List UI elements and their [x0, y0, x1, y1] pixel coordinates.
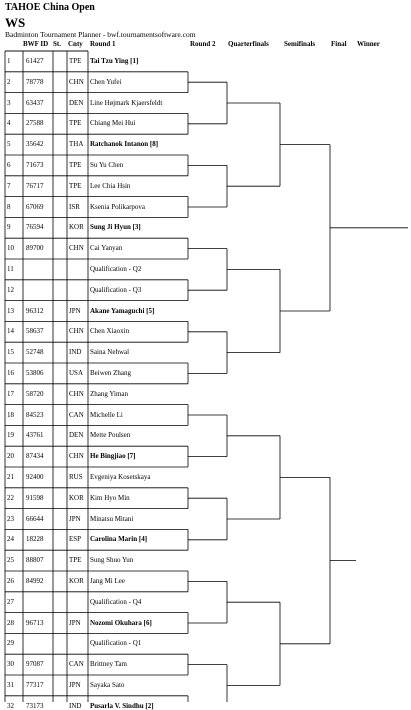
entry-number: 30 — [7, 660, 14, 669]
entry-player-name: Mette Poulsen — [90, 431, 131, 440]
entry-country: CAN — [69, 660, 84, 669]
entry-player-name: Line Højmark Kjaersfeldt — [90, 98, 163, 107]
entry-player-name: Pusarla V. Sindhu [2] — [90, 701, 154, 710]
entry-country: IND — [69, 348, 82, 357]
entry-bwf-id: 84523 — [26, 410, 44, 419]
entry-player-name: He Bingjiao [7] — [90, 452, 136, 461]
entry-country: CHN — [69, 389, 84, 398]
entry-country: JPN — [69, 306, 81, 315]
event-title: WS — [5, 15, 26, 30]
entry-bwf-id: 67069 — [26, 202, 44, 211]
entry-bwf-id: 71673 — [26, 161, 44, 169]
entry-player-name: Sung Ji Hyun [3] — [90, 223, 141, 232]
entry-number: 12 — [7, 285, 14, 294]
column-header-winner: Winner — [357, 40, 380, 48]
entry-bwf-id: 53806 — [26, 369, 44, 377]
entry-number: 14 — [7, 327, 14, 336]
entry-number: 6 — [7, 161, 11, 169]
column-header-semifinals: Semifinals — [284, 40, 316, 48]
entry-number: 19 — [7, 431, 14, 440]
entry-country: DEN — [69, 431, 84, 440]
entry-player-name: Chen Yufei — [90, 77, 122, 86]
entry-country: IND — [69, 701, 82, 710]
entry-number: 4 — [7, 119, 11, 128]
entry-player-name: Tai Tzu Ying [1] — [90, 57, 139, 65]
entry-player-name: Akane Yamaguchi [5] — [90, 306, 155, 315]
entry-number: 29 — [7, 639, 14, 648]
entry-bwf-id: 58637 — [26, 327, 44, 336]
entry-bwf-id: 96713 — [26, 618, 44, 627]
entry-number: 5 — [7, 140, 11, 149]
entry-bwf-id: 73173 — [26, 701, 44, 710]
entry-bwf-id: 66644 — [26, 514, 44, 523]
entry-bwf-id: 78778 — [26, 77, 44, 86]
subtitle: Badminton Tournament Planner - bwf.tournamentsoftware.com — [5, 30, 196, 39]
entry-player-name: Brittney Tam — [90, 660, 127, 669]
entry-bwf-id: 58720 — [26, 389, 44, 398]
entry-player-name: Qualification - Q2 — [90, 265, 142, 273]
entry-country: THA — [69, 140, 84, 149]
entry-country: JPN — [69, 681, 81, 689]
entry-number: 10 — [7, 244, 14, 253]
entry-number: 24 — [7, 535, 14, 544]
entry-number: 7 — [7, 181, 11, 190]
entry-country: TPE — [69, 181, 82, 190]
column-header-round2: Round 2 — [190, 40, 216, 48]
entry-country: USA — [69, 369, 84, 377]
entry-country: JPN — [69, 514, 81, 523]
entry-number: 23 — [7, 514, 14, 523]
entry-country: ESP — [69, 535, 82, 544]
entry-bwf-id: 88807 — [26, 556, 44, 565]
entry-bwf-id: 76717 — [26, 181, 44, 190]
entry-country: CHN — [69, 77, 84, 86]
entry-country: JPN — [69, 618, 81, 627]
entry-number: 22 — [7, 493, 14, 502]
entry-country: TPE — [69, 556, 82, 565]
entry-player-name: Saina Nehwal — [90, 348, 130, 357]
entry-country: RUS — [69, 473, 83, 481]
entry-country: CHN — [69, 244, 84, 253]
entry-player-name: Carolina Marin [4] — [90, 535, 148, 544]
entry-number: 1 — [7, 57, 11, 65]
entry-player-name: Kim Hyo Min — [90, 493, 130, 502]
entry-number: 25 — [7, 556, 14, 565]
entry-bwf-id: 84992 — [26, 577, 44, 585]
entry-number: 21 — [7, 473, 14, 481]
entry-country: ISR — [69, 202, 80, 211]
entry-number: 28 — [7, 618, 14, 627]
entry-bwf-id: 91598 — [26, 493, 44, 502]
entry-country: CHN — [69, 327, 84, 336]
entry-bwf-id: 63437 — [26, 98, 44, 107]
entry-bwf-id: 27588 — [26, 119, 44, 128]
entry-country: CAN — [69, 410, 84, 419]
entry-number: 27 — [7, 597, 14, 606]
entry-bwf-id: 96312 — [26, 306, 44, 315]
entry-player-name: Jang Mi Lee — [90, 577, 125, 585]
entry-number: 16 — [7, 369, 14, 377]
entry-number: 17 — [7, 389, 14, 398]
entry-bwf-id: 77317 — [26, 681, 44, 689]
entry-player-name: Ksenia Polikarpova — [90, 202, 146, 211]
column-header-final: Final — [331, 40, 347, 48]
entry-player-name: Minatsu Mitani — [90, 514, 134, 523]
column-header-quarterfinals: Quarterfinals — [228, 40, 269, 48]
entry-bwf-id: 35642 — [26, 140, 44, 149]
entry-country: CHN — [69, 452, 84, 461]
column-header-status: St. — [53, 40, 61, 48]
entry-player-name: Nozomi Okuhara [6] — [90, 618, 152, 627]
entry-bwf-id: 87434 — [26, 452, 44, 461]
entry-player-name: Qualification - Q3 — [90, 285, 142, 294]
entry-player-name: Chiang Mei Hui — [90, 119, 136, 128]
entry-player-name: Chen Xiaoxin — [90, 327, 130, 336]
entry-player-name: Qualification - Q1 — [90, 639, 142, 648]
entry-number: 8 — [7, 202, 11, 211]
entry-number: 15 — [7, 348, 14, 357]
entry-number: 32 — [7, 701, 14, 710]
entry-country: KOR — [69, 223, 84, 232]
entry-country: TPE — [69, 57, 82, 65]
entry-number: 11 — [7, 265, 14, 273]
entry-player-name: Sung Shuo Yun — [90, 556, 134, 565]
entry-number: 31 — [7, 681, 14, 689]
entry-player-name: Lee Chia Hsin — [90, 181, 131, 190]
column-header-country: Cnty — [68, 40, 83, 48]
entry-player-name: Zhang Yiman — [90, 389, 129, 398]
entry-player-name: Evgeniya Kosetskaya — [90, 473, 151, 481]
entry-number: 3 — [7, 98, 11, 107]
tournament-title: TAHOE China Open — [5, 2, 95, 13]
entry-player-name: Su Yu Chen — [90, 161, 124, 169]
column-header-bwf-id: BWF ID — [23, 40, 49, 48]
entry-bwf-id: 92400 — [26, 473, 44, 481]
entry-player-name: Michelle Li — [90, 410, 123, 419]
entry-player-name: Ratchanok Intanon [8] — [90, 140, 159, 149]
entry-bwf-id: 89700 — [26, 244, 44, 253]
column-header-round1: Round 1 — [90, 40, 116, 48]
entry-player-name: Qualification - Q4 — [90, 597, 142, 606]
entry-player-name: Cai Yanyan — [90, 244, 123, 253]
entry-country: TPE — [69, 119, 82, 128]
entry-number: 2 — [7, 77, 11, 86]
entry-country: KOR — [69, 577, 84, 585]
entry-number: 20 — [7, 452, 14, 461]
entry-number: 13 — [7, 306, 14, 315]
entry-number: 18 — [7, 410, 14, 419]
entry-bwf-id: 52748 — [26, 348, 44, 357]
entry-bwf-id: 43761 — [26, 431, 44, 440]
entry-bwf-id: 18228 — [26, 535, 44, 544]
entry-number: 9 — [7, 223, 11, 232]
entry-country: KOR — [69, 493, 84, 502]
entry-country: TPE — [69, 161, 82, 169]
entry-player-name: Sayaka Sato — [90, 681, 125, 689]
entry-bwf-id: 61427 — [26, 57, 44, 65]
entry-number: 26 — [7, 577, 14, 585]
entry-player-name: Beiwen Zhang — [90, 369, 132, 377]
entry-country: DEN — [69, 98, 84, 107]
entry-bwf-id: 76594 — [26, 223, 44, 232]
entry-bwf-id: 97087 — [26, 660, 44, 669]
